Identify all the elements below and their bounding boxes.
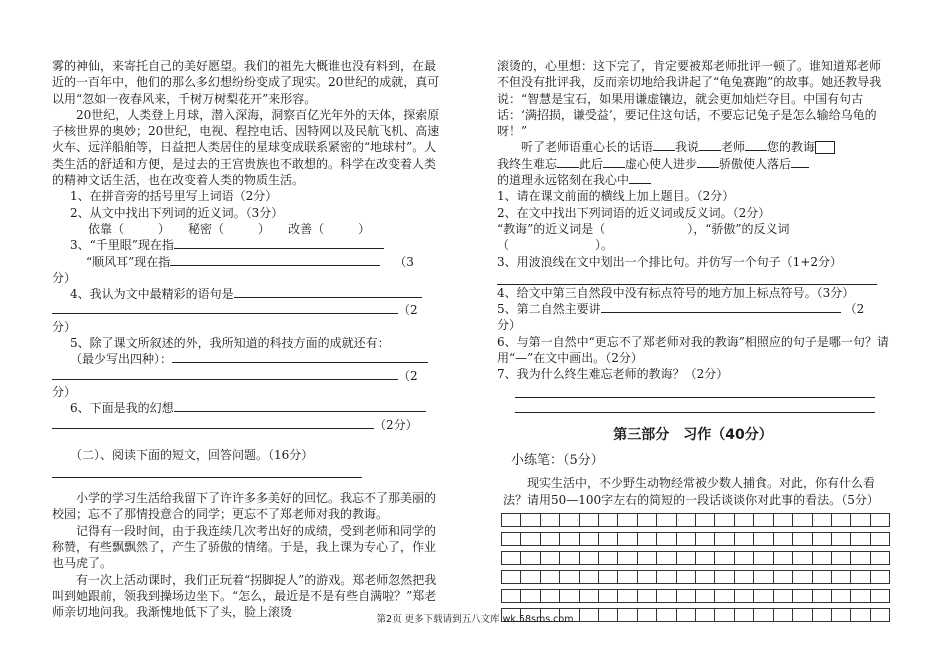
question: 6、与第一自然中“更忘不了郑老师对我的教诲”相照应的句子是哪一句？请用“—”在文中画出。（2分） — [497, 334, 889, 366]
grid-cell[interactable] — [813, 533, 832, 545]
question: 7、我为什么终生难忘老师的教诲？（2分） — [497, 367, 729, 382]
grid-cell[interactable] — [599, 571, 618, 583]
grid-cell[interactable] — [832, 552, 851, 564]
score: 分） — [497, 318, 522, 333]
grid-cell[interactable] — [521, 552, 540, 564]
story-para: 的道理永远铭刻在我心中 — [497, 172, 889, 188]
grid-cell[interactable] — [774, 533, 793, 545]
grid-cell[interactable] — [541, 590, 560, 602]
grid-cell[interactable] — [754, 571, 773, 583]
grid-cell[interactable] — [735, 571, 754, 583]
question: 4、我认为文中最精彩的语句是 — [52, 286, 444, 302]
answer-line[interactable] — [234, 286, 422, 298]
grid-cell[interactable] — [580, 590, 599, 602]
question: （2 — [52, 302, 444, 318]
grid-cell[interactable] — [638, 533, 657, 545]
grid-cell[interactable] — [715, 533, 734, 545]
passage-para: 20世纪，人类登上月球，潜入深海，洞察百亿光年外的天体，探索原子核世界的奥妙；20世纪，电视、程控电话、因特网以及民航飞机、高速火车、远洋船舶等，日益把人类居住的星球变成联系紧密的“地球村”。人类生活的舒适和方便，是过去的王宫贵族也不敢想的。科学在改变着人类的精神文话生活，也在改变着人类的物质生活。 — [52, 107, 440, 188]
grid-cell[interactable] — [735, 533, 754, 545]
grid-cell[interactable] — [696, 533, 715, 545]
story-para: 我终生难忘 此后 虚心使人进步 骄傲使人落后 — [497, 156, 889, 172]
grid-cell[interactable] — [657, 590, 676, 602]
grid-cell[interactable] — [832, 533, 851, 545]
section-heading: （二）、阅读下面的短文，回答问题。（16分） — [70, 447, 314, 462]
grid-cell[interactable] — [793, 514, 812, 526]
grid-cell[interactable] — [541, 571, 560, 583]
answer-line[interactable] — [52, 368, 398, 380]
grid-cell[interactable] — [599, 552, 618, 564]
punct-blank[interactable] — [557, 156, 579, 168]
grid-cell[interactable] — [599, 514, 618, 526]
grid-cell[interactable] — [580, 533, 599, 545]
grid-cell[interactable] — [560, 514, 579, 526]
grid-cell[interactable] — [657, 552, 676, 564]
grid-cell[interactable] — [541, 552, 560, 564]
grid-cell[interactable] — [618, 590, 637, 602]
grid-cell[interactable] — [638, 514, 657, 526]
right-column — [497, 58, 889, 622]
grid-row — [501, 532, 890, 546]
grid-cell[interactable] — [715, 514, 734, 526]
grid-cell[interactable] — [871, 571, 890, 583]
question: （2分） — [52, 417, 444, 433]
grid-cell[interactable] — [813, 590, 832, 602]
punct-blank[interactable] — [697, 156, 719, 168]
part-heading: 第三部分 习作（40分） — [613, 426, 773, 443]
question: 3、“千里眼”现在指 — [52, 237, 444, 253]
grid-cell[interactable] — [851, 571, 870, 583]
grid-cell[interactable] — [618, 571, 637, 583]
grid-cell[interactable] — [677, 590, 696, 602]
grid-cell[interactable] — [793, 590, 812, 602]
writing-grid[interactable] — [501, 513, 889, 622]
question: 1、在拼音旁的括号里写上词语（2分） — [70, 189, 278, 204]
grid-cell[interactable] — [657, 533, 676, 545]
score: 分） — [52, 270, 77, 285]
grid-cell[interactable] — [813, 571, 832, 583]
page-footer: 第2页 更多下载请到五八文库 wk.58sms.com — [376, 614, 574, 625]
grid-cell[interactable] — [599, 590, 618, 602]
question: 1、请在课文前面的横线上加上题目。（2分） — [497, 189, 735, 204]
answer-line[interactable] — [52, 302, 398, 314]
grid-cell[interactable] — [502, 552, 521, 564]
story-para: 听了老师语重心长的话语 我说 老师 您的教诲 — [497, 139, 889, 155]
grid-cell[interactable] — [793, 571, 812, 583]
answer-line[interactable] — [601, 301, 841, 313]
question: 5、第二自然主要讲 （2 — [497, 302, 865, 317]
question: 6、下面是我的幻想 — [52, 400, 444, 416]
grid-row — [501, 589, 890, 603]
grid-cell[interactable] — [851, 590, 870, 602]
grid-cell[interactable] — [618, 552, 637, 564]
grid-cell[interactable] — [735, 514, 754, 526]
title-line[interactable] — [52, 463, 362, 478]
grid-cell[interactable] — [502, 590, 521, 602]
grid-cell[interactable] — [754, 590, 773, 602]
score: 分） — [52, 384, 77, 399]
grid-cell[interactable] — [560, 590, 579, 602]
grid-cell[interactable] — [774, 552, 793, 564]
grid-cell[interactable] — [871, 514, 890, 526]
grid-cell[interactable] — [677, 552, 696, 564]
grid-cell[interactable] — [715, 571, 734, 583]
grid-cell[interactable] — [502, 533, 521, 545]
grid-cell[interactable] — [851, 514, 870, 526]
question: （2 — [52, 368, 444, 384]
grid-cell[interactable] — [560, 571, 579, 583]
grid-cell[interactable] — [677, 514, 696, 526]
punct-blank[interactable] — [791, 156, 809, 168]
answer-line[interactable] — [52, 417, 374, 429]
grid-cell[interactable] — [638, 571, 657, 583]
grid-cell[interactable] — [696, 514, 715, 526]
grid-cell[interactable] — [521, 514, 540, 526]
grid-cell[interactable] — [774, 514, 793, 526]
grid-cell[interactable] — [832, 571, 851, 583]
grid-cell[interactable] — [521, 571, 540, 583]
grid-cell[interactable] — [502, 514, 521, 526]
grid-cell[interactable] — [754, 552, 773, 564]
question: （ ）。 — [497, 238, 614, 253]
answer-line[interactable] — [515, 383, 875, 398]
grid-cell[interactable] — [521, 533, 540, 545]
grid-cell[interactable] — [813, 514, 832, 526]
grid-cell[interactable] — [677, 571, 696, 583]
grid-cell[interactable] — [774, 571, 793, 583]
punct-blank[interactable] — [653, 139, 675, 151]
grid-cell[interactable] — [560, 552, 579, 564]
answer-line[interactable] — [515, 398, 875, 413]
question: 2、从文中找出下列词的近义词。（3分） — [70, 205, 284, 220]
grid-cell[interactable] — [580, 552, 599, 564]
story-para: 小学的学习生活给我留下了许许多多美好的回忆。我忘不了那美丽的校园；忘不了那情投意合的同学；更忘不了郑老师对我的教诲。 — [52, 491, 437, 522]
grid-cell[interactable] — [793, 552, 812, 564]
answer-line[interactable] — [172, 351, 428, 363]
grid-cell[interactable] — [735, 552, 754, 564]
grid-cell[interactable] — [696, 571, 715, 583]
score: 分） — [52, 319, 77, 334]
grid-cell[interactable] — [657, 571, 676, 583]
grid-cell[interactable] — [541, 514, 560, 526]
grid-cell[interactable] — [560, 533, 579, 545]
grid-cell[interactable] — [871, 533, 890, 545]
grid-cell[interactable] — [696, 552, 715, 564]
question: 2、在文中找出下列词语的近义词或反义词。（2分） — [497, 205, 771, 220]
grid-cell[interactable] — [754, 533, 773, 545]
story-para: 有一次上活动课时，我们正玩着“拐脚捉人”的游戏。郑老师忽然把我叫到她跟前，领我到操场边坐下。“怎么，最近是不是有些自满啦？”郑老师亲切地问我。我渐愧地低下了头，脸上滚烫 — [52, 572, 437, 620]
answer-line[interactable] — [174, 237, 384, 249]
grid-cell[interactable] — [871, 552, 890, 564]
question: 4、给文中第三自然段中没有标点符号的地方加上标点符号。（3分） — [497, 285, 855, 300]
question: “顺风耳”现在指 （3 — [86, 254, 414, 269]
answer-line[interactable] — [170, 254, 380, 266]
practice-label: 小练笔：（5分） — [511, 452, 604, 468]
grid-cell[interactable] — [851, 533, 870, 545]
story-para: 记得有一段时间，由于我连续几次考出好的成绩，受到老师和同学的称赞，有些飘飘然了，产生了骄傲的情绪。于是，我上课为专心了，作业也马虎了。 — [52, 523, 437, 571]
grid-cell[interactable] — [521, 590, 540, 602]
punct-blank[interactable] — [745, 139, 767, 151]
grid-cell[interactable] — [502, 571, 521, 583]
grid-cell[interactable] — [754, 514, 773, 526]
answer-line[interactable] — [497, 270, 877, 285]
grid-cell[interactable] — [618, 533, 637, 545]
grid-row — [501, 551, 890, 565]
punct-blank[interactable] — [629, 172, 651, 184]
grid-cell[interactable] — [657, 514, 676, 526]
grid-cell[interactable] — [677, 533, 696, 545]
grid-cell[interactable] — [618, 514, 637, 526]
question: 3、用波浪线在文中划出一个排比句。并仿写一个句子（1+2分） — [497, 254, 842, 269]
grid-cell[interactable] — [735, 590, 754, 602]
passage-para: 雾的神仙，来寄托自己的美好愿望。我们的祖先大概谁也没有料到，在最近的一百年中，他们的那么多幻想纷纷变成了现实。20世纪的成就，真可以用“忽如一夜春风来，千树万树梨花开”来形容。 — [52, 59, 440, 106]
question: （最少写出四种）： — [52, 351, 444, 367]
left-column — [52, 58, 444, 621]
punct-box[interactable] — [815, 141, 835, 154]
grid-cell[interactable] — [715, 552, 734, 564]
grid-cell[interactable] — [832, 590, 851, 602]
question-words: 依靠（ ） 秘密（ ） 改善（ ） — [88, 221, 371, 236]
punct-blank[interactable] — [603, 156, 625, 168]
grid-cell[interactable] — [541, 533, 560, 545]
grid-cell[interactable] — [715, 590, 734, 602]
grid-cell[interactable] — [696, 590, 715, 602]
grid-cell[interactable] — [832, 514, 851, 526]
punct-blank[interactable] — [699, 139, 721, 151]
grid-cell[interactable] — [813, 552, 832, 564]
question: 5、除了课文所叙述的外，我所知道的科技方面的成就还有： — [70, 336, 390, 351]
grid-cell[interactable] — [793, 533, 812, 545]
grid-cell[interactable] — [580, 514, 599, 526]
answer-line[interactable] — [174, 400, 426, 412]
question: “教诲”的近义词是（ ），“骄傲”的反义词 — [497, 221, 790, 236]
grid-cell[interactable] — [638, 552, 657, 564]
grid-cell[interactable] — [638, 590, 657, 602]
story-para: 滚烫的，心里想：这下完了，肯定要被郑老师批评一顿了。谁知道郑老师不但没有批评我，反而亲切地给我讲起了“龟兔赛跑”的故事。她还教导我说：“智慧是宝石，如果用谦虚镶边，就会更加灿烂夺目。中国有句古话：‘满招损，谦受益’，要记住这句话，不要忘记兔子是怎么输给乌龟的呀！” — [497, 59, 882, 139]
grid-cell[interactable] — [774, 590, 793, 602]
grid-row — [501, 570, 890, 584]
grid-cell[interactable] — [580, 571, 599, 583]
writing-prompt: 现实生活中，不少野生动物经常被少数人捕食。对此，你有什么看法？请用50—100字左右的简短的一段话谈谈你对此事的看法。（5分） — [503, 476, 879, 507]
grid-cell[interactable] — [599, 533, 618, 545]
grid-cell[interactable] — [871, 590, 890, 602]
grid-row — [501, 513, 890, 527]
grid-cell[interactable] — [851, 552, 870, 564]
